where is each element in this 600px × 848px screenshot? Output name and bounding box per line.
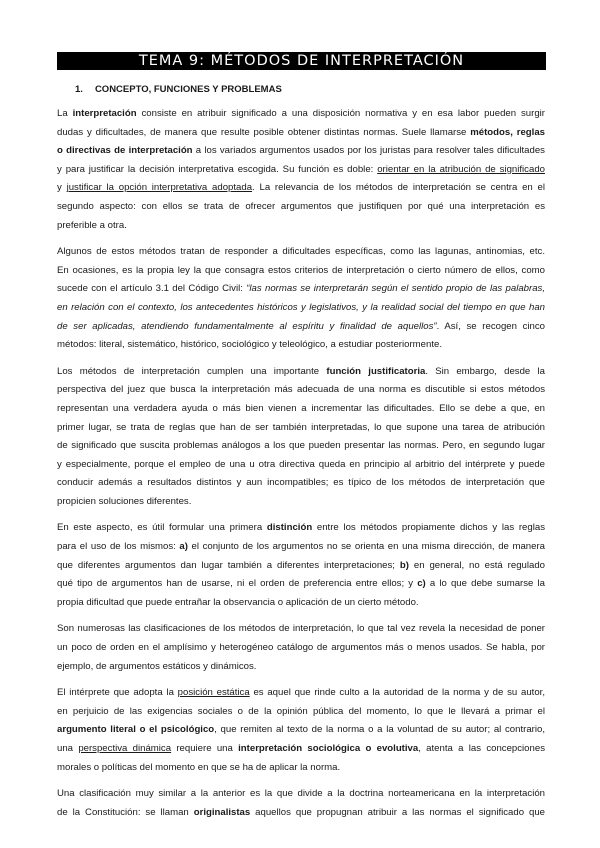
text-run: consiste en atribuir significado a una disposición normativa y en esa labor pueden surgir [136, 108, 545, 119]
text-line [57, 658, 545, 677]
text-line [57, 179, 545, 198]
text-line [57, 493, 545, 512]
text-run: Los métodos de interpretación cumplen una importante [57, 365, 327, 377]
text-run: . Así, se recogen cinco [436, 320, 545, 332]
text-run: En ocasiones, es la propia ley la que consagra estos criterios de interpretación o cierto número de ellos, como [57, 264, 545, 276]
text-line [57, 299, 545, 318]
underlined-text: posición estática [177, 687, 250, 699]
text-line [57, 336, 545, 355]
bold-text: distinción [266, 522, 313, 534]
text-run: representan una verdadera ayuda o más bien vienen a incrementar las dificultades. Ello se debe a que, en [57, 402, 545, 414]
text-line [57, 400, 545, 419]
text-line [57, 740, 545, 759]
text-line [57, 161, 545, 180]
text-line [57, 703, 545, 722]
text-run: El intérprete que adopta la [57, 687, 178, 699]
bold-text: interpretación [72, 108, 137, 119]
text-run: un poco de orden en el amplísimo y heterogéneo catálogo de argumentos más o menos usados. Se habla, por [57, 642, 545, 654]
text-line [57, 419, 545, 438]
bold-text: o directivas de interpretación [57, 145, 193, 157]
text-run: Una clasificación muy similar a la anterior es la que divide a la doctrina norteamericana en la interpretación [57, 788, 545, 800]
text-line [57, 785, 545, 804]
text-line [57, 538, 545, 557]
text-line [57, 381, 545, 400]
text-run: a lo que debe sumarse la [425, 578, 545, 590]
text-run: conducir además a resultados distintos y aun incompatibles; es típico de los métodos de interpretación que [57, 477, 545, 489]
text-run: propicien soluciones diferentes. [57, 495, 192, 507]
paragraph-funcion-justificatoria [57, 363, 545, 512]
text-run: dudas y dificultades, de manera que resulte posible obtener distintas normas. Suele llamarse [57, 126, 471, 138]
text-run: qué tipo de argumentos han de usarse, ni el orden de preferencia entre ellos; y [57, 578, 418, 590]
text-run: es aquel que rinde culto a la autoridad de la norma y de su autor, [249, 687, 545, 699]
text-run: el conjunto de los argumentos no se orienta en una misma dirección, de manera [187, 541, 545, 553]
text-run: y [57, 182, 67, 194]
text-run: a los variados argumentos usados por los juristas para resolver tales dificultades [192, 145, 545, 157]
text-line [57, 262, 545, 281]
text-run: de significado que suscita problemas análogos a los que pueden presentar las normas. Pero, en segundo lugar [57, 440, 545, 452]
text-run: aquellos que propugnan atribuir a las normas el significado que [250, 806, 545, 818]
text-run: primer lugar, se trata de reglas que han de ser también interpretadas, lo que supone una tarea de atribución [57, 421, 545, 433]
paragraph-distincion [57, 519, 545, 612]
paragraph-originalistas [57, 785, 545, 822]
underlined-text: justificar la opción interpretativa adoptada [66, 182, 253, 194]
italic-quote: en relación con el contexto, los antecedentes históricos y legislativos, y la realidad social del tiempo en que han [57, 301, 545, 313]
bold-text: b) [399, 559, 409, 571]
document-title: TEMA 9: MÉTODOS DE INTERPRETACIÓN [57, 52, 546, 70]
paragraph-clasificaciones [57, 620, 545, 676]
bold-text: métodos, reglas [470, 126, 545, 138]
text-run: sucede con el artículo 3.1 del Código Civil: [57, 283, 247, 295]
italic-quote: “las normas se interpretarán según el sentido propio de las palabras, [246, 283, 545, 295]
section-label: CONCEPTO, FUNCIONES Y PROBLEMAS [94, 84, 282, 95]
text-run: requiere una [171, 743, 239, 754]
bold-text: función justificatoria [326, 365, 426, 377]
text-run: en general, no está regulado [408, 559, 545, 571]
text-line [57, 280, 545, 299]
paragraph-posicion-estatica [57, 684, 545, 777]
text-run: preferible a otra. [57, 219, 127, 231]
text-line [57, 620, 545, 639]
text-line [57, 804, 545, 823]
bold-text: c) [417, 578, 426, 590]
text-line [57, 198, 545, 217]
text-run: entre los métodos propiamente dichos y las reglas [312, 522, 545, 534]
text-run: La [57, 108, 73, 119]
text-run: y especialmente, porque el empleo de una u otra directiva queda en principio al arbitrio del intérprete y puede [57, 458, 545, 470]
section-heading [75, 84, 282, 95]
text-run: segundo aspecto: con ellos se trata de ofrecer argumentos que justifiquen por qué una interpretación es [57, 200, 545, 212]
text-run: y para justificar la decisión interpretativa escogida. Su función es doble: [57, 163, 378, 175]
paragraph-algunos-metodos [57, 243, 545, 355]
document-body [57, 105, 545, 830]
underlined-text: perspectiva dinámica [78, 743, 172, 754]
text-line [57, 105, 545, 124]
italic-quote: de ser aplicadas, atendiendo fundamentalmente al espíritu y finalidad de aquellos” [57, 320, 437, 332]
text-run: que diferentes argumentos dan lugar también a diferentes interpretaciones; [57, 559, 400, 571]
text-line [57, 519, 545, 538]
text-line [57, 456, 545, 475]
text-line [57, 217, 545, 236]
text-line [57, 557, 545, 576]
text-run: perspectiva del juez que busca la interpretación más adecuada de una norma es discutible si estos métodos [57, 384, 545, 396]
text-line [57, 142, 545, 161]
text-line [57, 594, 545, 613]
text-line [57, 684, 545, 703]
text-run: propia dificultad que puede entrañar la observancia o aplicación de un cierto método. [57, 596, 419, 608]
text-line [57, 721, 545, 740]
text-run: una [57, 743, 79, 754]
text-line [57, 759, 545, 778]
text-line [57, 437, 545, 456]
text-line [57, 474, 545, 493]
text-run: , atenta a las concepciones [418, 743, 545, 754]
bold-text: interpretación sociológica o evolutiva [238, 743, 419, 754]
text-line [57, 639, 545, 658]
text-run: . La relevancia de los métodos de interpretación se centra en el [252, 182, 545, 194]
text-run: . Sin embargo, desde la [425, 365, 545, 377]
text-run: En este aspecto, es útil formular una primera [57, 522, 267, 534]
text-run: , que remiten al texto de la norma o a la voluntad de su autor; al contrario, [214, 724, 545, 736]
text-run: métodos: literal, sistemático, histórico, sociológico y teleológico, a estudiar posteriormente. [57, 339, 442, 351]
text-run: en perjuicio de las exigencias sociales o de la opinión pública del momento, lo que le llevará a primar el [57, 705, 545, 717]
text-line [57, 318, 545, 337]
section-number: 1. [75, 84, 83, 95]
bold-text: a) [179, 541, 188, 553]
text-run: para el uso de los mismos: [57, 541, 180, 553]
text-run: morales o políticas del momento en que se ha de aplicar la norma. [57, 761, 341, 773]
bold-text: argumento literal o el psicológico [57, 724, 215, 736]
bold-text: originalistas [193, 806, 251, 818]
text-run: Algunos de estos métodos tratan de responder a dificultades específicas, como las lagunas, antinomias, etc. [57, 246, 545, 258]
underlined-text: orientar en la atribución de significado [377, 163, 545, 175]
text-line [57, 124, 545, 143]
text-line [57, 243, 545, 262]
paragraph-interpretacion [57, 105, 545, 235]
text-run: ejemplo, de argumentos estáticos y dinámicos. [57, 660, 257, 672]
text-run: de la Constitución: se llaman [57, 806, 194, 818]
text-line [57, 575, 545, 594]
text-line [57, 363, 545, 382]
text-run: Son numerosas las clasificaciones de los métodos de interpretación, lo que tal vez revela la necesidad de poner [57, 623, 545, 635]
